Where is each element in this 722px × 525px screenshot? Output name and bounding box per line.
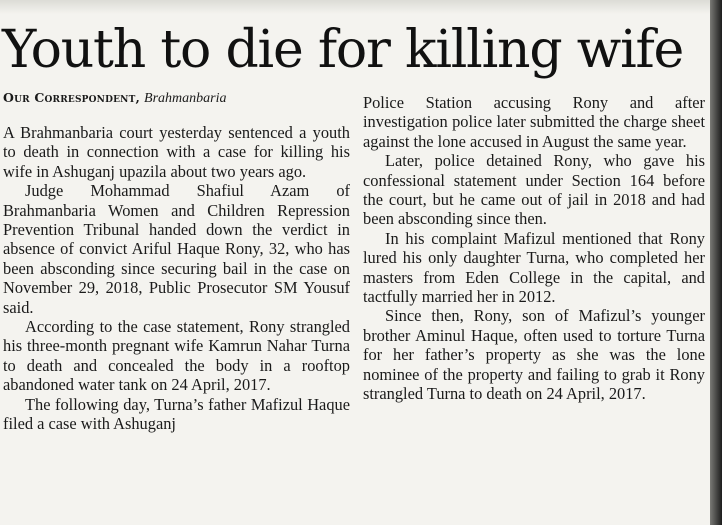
- paragraph: Police Station accusing Rony and after investigation police later submitted the charge sheet against the lone accused in August the same year.: [363, 93, 705, 151]
- article-column-1: [3, 123, 350, 434]
- article-column-2: [363, 93, 705, 404]
- page-top-edge: [0, 0, 722, 14]
- paragraph: Later, police detained Rony, who gave his confessional statement under Section 164 before the court, but he came out of jail in 2018 and had been absconding since then.: [363, 151, 705, 229]
- paragraph: The following day, Turna’s father Mafizul Haque filed a case with Ashuganj: [3, 394, 350, 434]
- scan-right-border: [710, 0, 722, 525]
- paragraph: Since then, Rony, son of Mafizul’s younger brother Aminul Haque, often used to torture Turna for her father’s property as she was the lone nominee of the property and failing to grab it Rony strangled Turna to death on 24 April, 2017.: [363, 306, 705, 404]
- byline-place: Brahmanbaria: [144, 91, 227, 106]
- byline: [3, 90, 353, 107]
- paragraph: Judge Mohammad Shafiul Azam of Brahmanbaria Women and Children Repression Prevention Tribunal handed down the verdict in absence of convict Ariful Haque Rony, 32, who has been absconding since securing bail in the case on November 29, 2018, Public Prosecutor SM Yousuf said.: [3, 181, 350, 317]
- byline-author: Our Correspondent,: [3, 90, 141, 105]
- paragraph: A Brahmanbaria court yesterday sentenced a youth to death in connection with a case for killing his wife in Ashuganj upazila about two years ago.: [3, 123, 350, 181]
- article-headline: Youth to die for killing wife: [2, 20, 684, 80]
- paragraph: According to the case statement, Rony strangled his three-month pregnant wife Kamrun Nahar Turna to death and concealed the body in a rooftop abandoned water tank on 24 April, 2017.: [3, 317, 350, 395]
- paragraph: In his complaint Mafizul mentioned that Rony lured his only daughter Turna, who completed her masters from Eden College in the capital, and tactfully married her in 2012.: [363, 228, 705, 307]
